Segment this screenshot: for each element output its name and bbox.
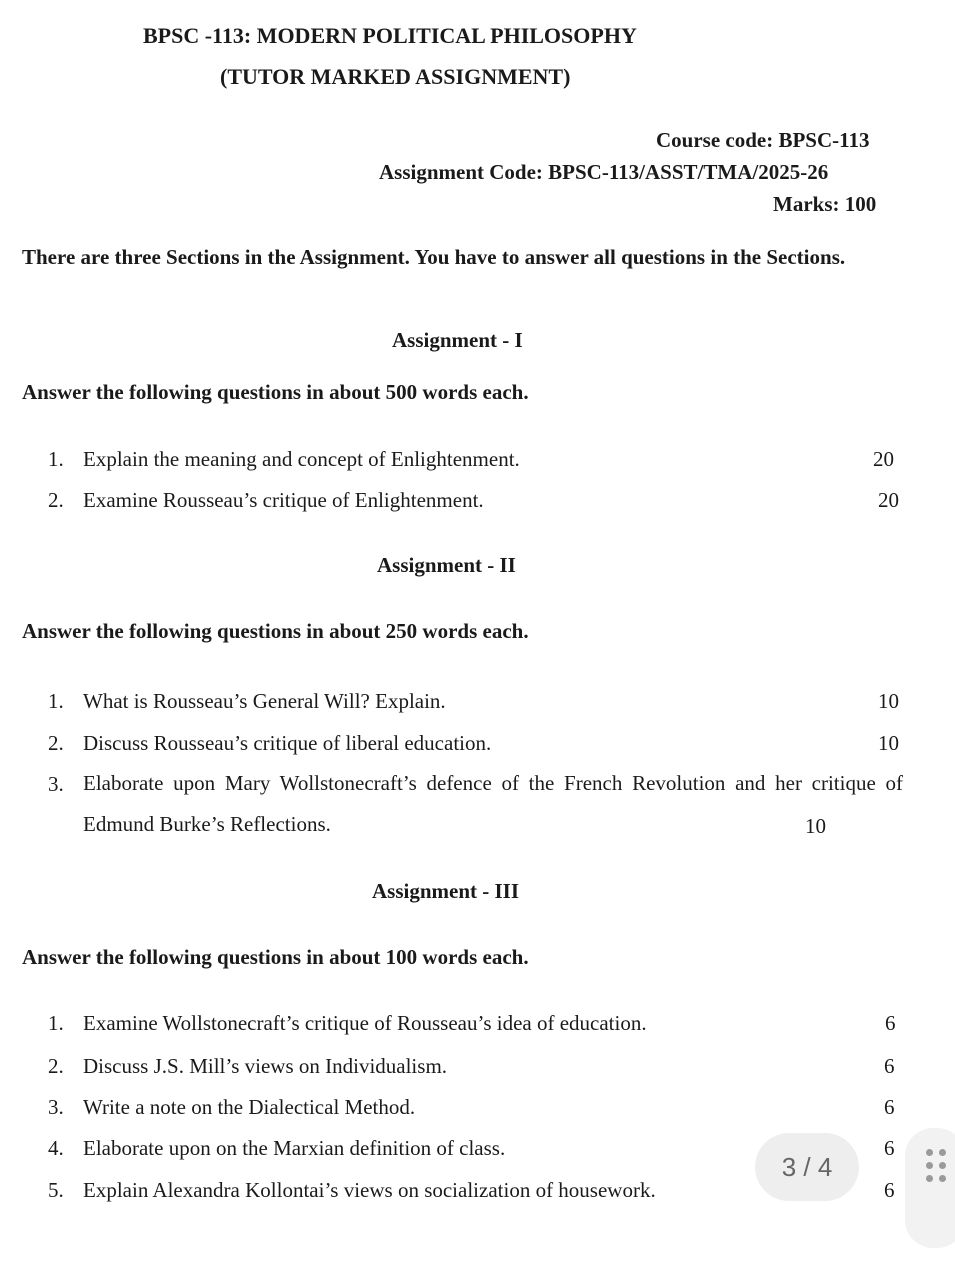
intro-paragraph: There are three Sections in the Assignment. You have to answer all questions in the Sections. [22,245,846,269]
question-text: Discuss Rousseau’s critique of liberal education. [83,731,492,755]
question-number: 4. [48,1136,64,1160]
question-marks: 10 [878,689,899,713]
question-marks: 20 [878,488,899,512]
question-number: 5. [48,1178,64,1202]
assignment-code: Assignment Code: BPSC-113/ASST/TMA/2025-26 [379,160,829,184]
question-text: Discuss J.S. Mill’s views on Individualism. [83,1054,448,1078]
question-number: 1. [48,689,64,713]
page-indicator: 3 / 4 [755,1133,859,1201]
section-instruction: Answer the following questions in about 250 words each. [22,619,529,643]
question-number: 2. [48,488,64,512]
question-marks: 10 [805,814,826,838]
question-number: 1. [48,447,64,471]
question-marks: 10 [878,731,899,755]
section-heading: Assignment - II [377,553,516,577]
total-marks: Marks: 100 [773,192,877,216]
grip-dots-icon[interactable] [926,1149,950,1183]
question-text: Write a note on the Dialectical Method. [83,1095,416,1119]
section-heading: Assignment - I [392,328,523,352]
section-heading: Assignment - III [372,879,520,903]
question-text: Elaborate upon Mary Wollstonecraft’s defence of the French Revolution and her critique of Edmund Burke’s Reflections. [83,771,903,836]
section-instruction: Answer the following questions in about 100 words each. [22,945,529,969]
question-marks: 20 [873,447,894,471]
question-number: 3. [48,772,64,796]
document-title: BPSC -113: MODERN POLITICAL PHILOSOPHY [143,23,637,48]
question-text: Elaborate upon on the Marxian definition of class. [83,1136,506,1160]
question-number: 3. [48,1095,64,1119]
question-number: 2. [48,1054,64,1078]
question-text: Explain the meaning and concept of Enlightenment. [83,447,520,471]
question-text: Explain Alexandra Kollontai’s views on socialization of housework. [83,1178,656,1202]
question-marks: 6 [884,1095,895,1119]
section-instruction: Answer the following questions in about 500 words each. [22,380,529,404]
question-number: 1. [48,1011,64,1035]
question-number: 2. [48,731,64,755]
question-marks: 6 [885,1011,896,1035]
question-marks: 6 [884,1054,895,1078]
course-code: Course code: BPSC-113 [656,128,870,152]
side-panel-handle[interactable] [905,1128,955,1248]
document-subtitle: (TUTOR MARKED ASSIGNMENT) [220,64,571,89]
question-text: Examine Wollstonecraft’s critique of Rousseau’s idea of education. [83,1011,647,1035]
question-marks: 6 [884,1178,895,1202]
question-marks: 6 [884,1136,895,1160]
question-text: What is Rousseau’s General Will? Explain. [83,689,446,713]
question-text: Examine Rousseau’s critique of Enlightenment. [83,488,484,512]
